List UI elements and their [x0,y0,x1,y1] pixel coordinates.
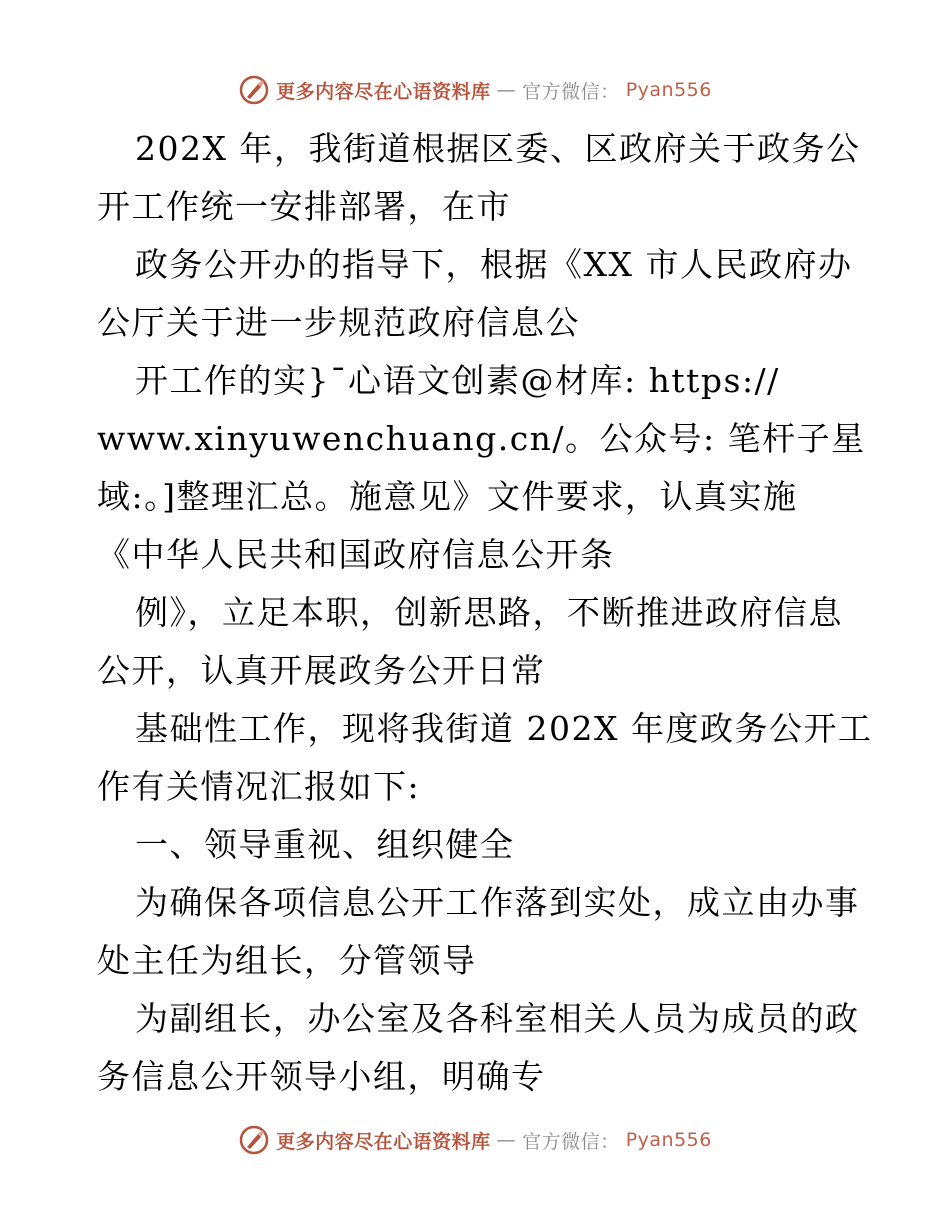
text-line: 为确保各项信息公开工作落到实处，成立由办事 [135,883,860,922]
banner-main-text: 更多内容尽在心语资料库 [276,80,491,103]
pen-nib-logo-icon [238,1124,270,1156]
banner-main-text: 更多内容尽在心语资料库 [276,1130,491,1153]
banner-dash: — [496,1129,517,1151]
text-line: 处主任为组长，分管领导 [97,941,477,980]
text-line: www.xinyuwenchuang.cn/。公众号: 笔杆子星 [97,419,866,458]
text-line: 基础性工作，现将我街道 202X 年度政务公开工 [135,709,873,748]
pen-nib-logo-icon [238,74,270,106]
text-line: 公厅关于进一步规范政府信息公 [97,303,580,342]
text-line: 作有关情况汇报如下: [97,767,421,806]
text-line: 202X 年，我街道根据区委、区政府关于政务公 [135,129,861,168]
text-line: 务信息公开领导小组，明确专 [97,1057,546,1096]
banner-dash: — [496,79,517,101]
text-line: 域:。]整理汇总。施意见》文件要求，认真实施 [97,477,798,516]
header-banner [0,70,950,110]
document-body [97,120,877,1106]
text-line: 《中华人民共和国政府信息公开条 [97,535,615,574]
banner-wechat-id: Pyan556 [625,79,712,101]
text-line: 公开，认真开展政务公开日常 [97,651,546,690]
text-line: 开工作统一安排部署，在市 [97,187,511,226]
text-line: 开工作的实}¯心语文创素@材库: https:// [135,361,780,400]
text-line: 为副组长，办公室及各科室相关人员为成员的政 [135,999,860,1038]
section-heading: 一、领导重视、组织健全 [135,825,515,864]
text-line: 政务公开办的指导下，根据《XX 市人民政府办 [135,245,853,284]
banner-official-label: 官方微信： [522,80,620,103]
banner-wechat-id: Pyan556 [625,1129,712,1151]
banner-official-label: 官方微信： [522,1130,620,1153]
footer-banner [0,1120,950,1160]
text-line: 例》，立足本职，创新思路，不断推进政府信息 [135,593,843,632]
